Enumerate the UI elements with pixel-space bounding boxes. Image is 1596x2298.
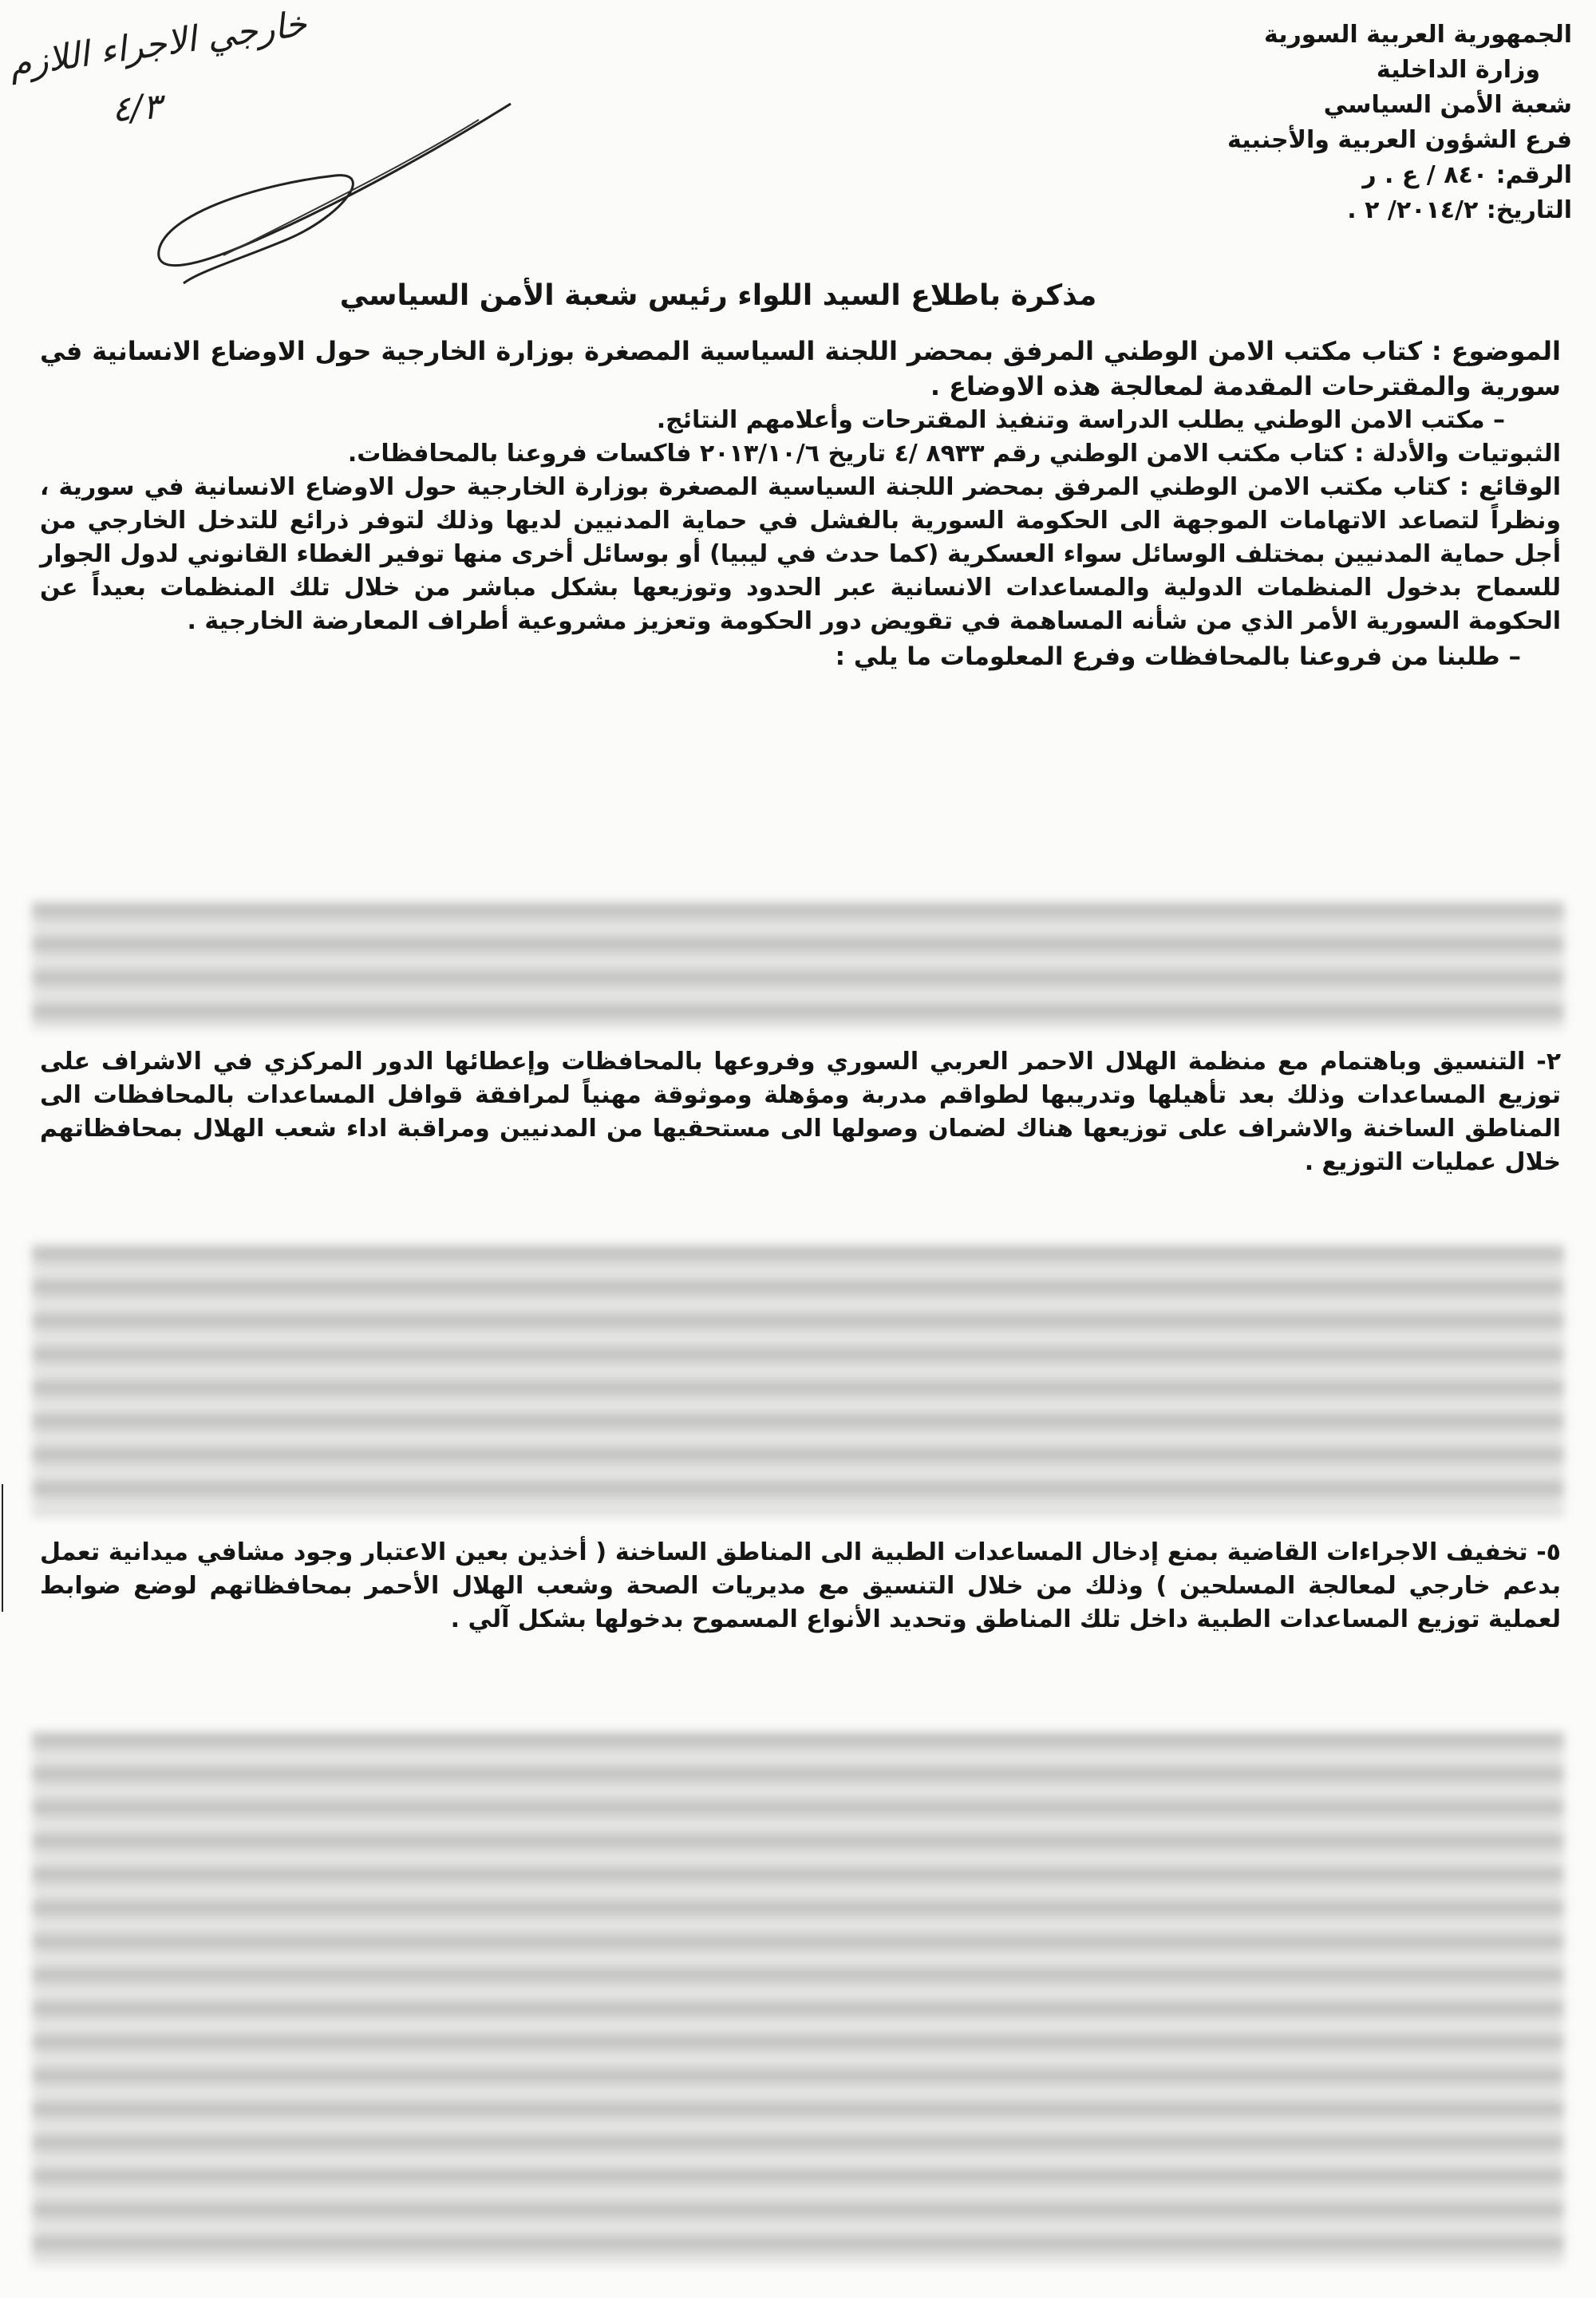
- handwritten-note-line2: ٤/٣: [110, 85, 163, 131]
- letterhead-country: الجمهورية العربية السورية: [1264, 21, 1572, 49]
- date-value: ٢٠١٤/٢/ ٢ .: [1347, 196, 1479, 224]
- item-2-number: ٢-: [1536, 1048, 1561, 1076]
- evidence-text: كتاب مكتب الامن الوطني رقم ٨٩٣٣ /٤ تاريخ ٢٠١٣/١٠/٦ فاكسات فروعنا بالمحافظات.: [347, 440, 1346, 468]
- reference-value: ٨٤٠ / ع . ر: [1362, 161, 1488, 189]
- redacted-block-2: [32, 1245, 1564, 1516]
- memo-title: مذكرة باطلاع السيد اللواء رئيس شعبة الأمن السياسي: [339, 279, 1097, 312]
- subject-paragraph: [40, 334, 1561, 404]
- letterhead-ministry: وزارة الداخلية: [1376, 56, 1540, 84]
- redacted-block-3: [32, 1731, 1564, 2266]
- subject-text: كتاب مكتب الامن الوطني المرفق بمحضر اللجنة السياسية المصغرة بوزارة الخارجية حول الاوضاع الانسانية في سورية والمقترحات المقدمة لمعالجة هذه الاوضاع .: [40, 336, 1561, 401]
- memo-body: [40, 334, 1561, 673]
- handwritten-annotation: [0, 3, 559, 311]
- request-line: – طلبنا من فروعنا بالمحافظات وفرع المعلومات ما يلي :: [835, 642, 1521, 671]
- reference-label: الرقم:: [1495, 161, 1572, 189]
- facts-label: الوقائع :: [1459, 473, 1561, 501]
- item-2: [40, 1045, 1561, 1179]
- date-label: التاريخ:: [1486, 196, 1572, 224]
- evidence-label: الثبوتيات والأدلة :: [1354, 440, 1561, 468]
- letterhead-reference: [966, 158, 1572, 193]
- facts-text: كتاب مكتب الامن الوطني المرفق بمحضر اللجنة السياسية المصغرة بوزارة الخارجية حول الاوضاع الانسانية في سورية ، ونظراً لتصاعد الاتهامات الموجهة الى الحكومة السورية بالفشل في حماية المدنيين لديها وذلك لتوفر ذرائع للتدخل الخارجي من أجل حماية المدنيين بمختلف الوسائل سواء العسكرية (كما حدث في ليبيا) أو بوسائل أخرى منها توفير الغطاء القانوني لدول الجوار للسماح بدخول المنظمات الدولية والمساعدات الانسانية عبر الحدود وتوزيعها بشكل مباشر من خلال تلك المنظمات بعيداً عن الحكومة السورية الأمر الذي من شأنه المساهمة في تقويض دور الحكومة وتعزيز مشروعية أطراف المعارضة الخارجية .: [40, 473, 1561, 635]
- scan-edge-mark: [0, 1484, 5, 1612]
- handwritten-note-line1: خارجي الاجراء اللازم: [6, 3, 310, 85]
- letterhead-date: [966, 193, 1572, 228]
- subject-label: الموضوع :: [1431, 336, 1562, 366]
- item-5-number: ٥-: [1536, 1538, 1561, 1566]
- signature-flourish: [0, 8, 559, 311]
- letterhead-directorate: شعبة الأمن السياسي: [1323, 91, 1572, 119]
- subject-sub-point: – مكتب الامن الوطني يطلب الدراسة وتنفيذ المقترحات وأعلامهم النتائج.: [656, 406, 1505, 434]
- letterhead-branch: فرع الشؤون العربية والأجنبية: [1227, 126, 1572, 154]
- redacted-block-1: [32, 902, 1564, 1029]
- letterhead: [966, 18, 1572, 228]
- item-2-text: التنسيق وباهتمام مع منظمة الهلال الاحمر العربي السوري وفروعها بالمحافظات وإعطائها الدور المركزي في الاشراف على توزيع المساعدات وذلك بعد تأهيلها وتدريبها لطواقم مدربة ومؤهلة وموثوقة مهنياً لمرافقة قوافل المساعدات بالمحافظات الى المناطق الساخنة والاشراف على توزيعها هناك لضمان وصولها الى مستحقيها من المدنيين ومراقبة اداء شعب الهلال بمحافظاتهم خلال عمليات التوزيع .: [40, 1048, 1561, 1176]
- item-5-text: تخفيف الاجراءات القاضية بمنع إدخال المساعدات الطبية الى المناطق الساخنة ( أخذين بعين الاعتبار وجود مشافي ميدانية تعمل بدعم خارجي لمعالجة المسلحين ) وذلك من خلال التنسيق مع مديريات الصحة وشعب الهلال الأحمر بمحافظاتهم لوضع ضوابط لعملية توزيع المساعدات الطبية داخل تلك المناطق وتحديد الأنواع المسموح بدخولها بشكل آلي .: [40, 1538, 1561, 1633]
- item-5: [40, 1536, 1561, 1637]
- facts-paragraph: [40, 471, 1561, 638]
- evidence-paragraph: [40, 437, 1561, 471]
